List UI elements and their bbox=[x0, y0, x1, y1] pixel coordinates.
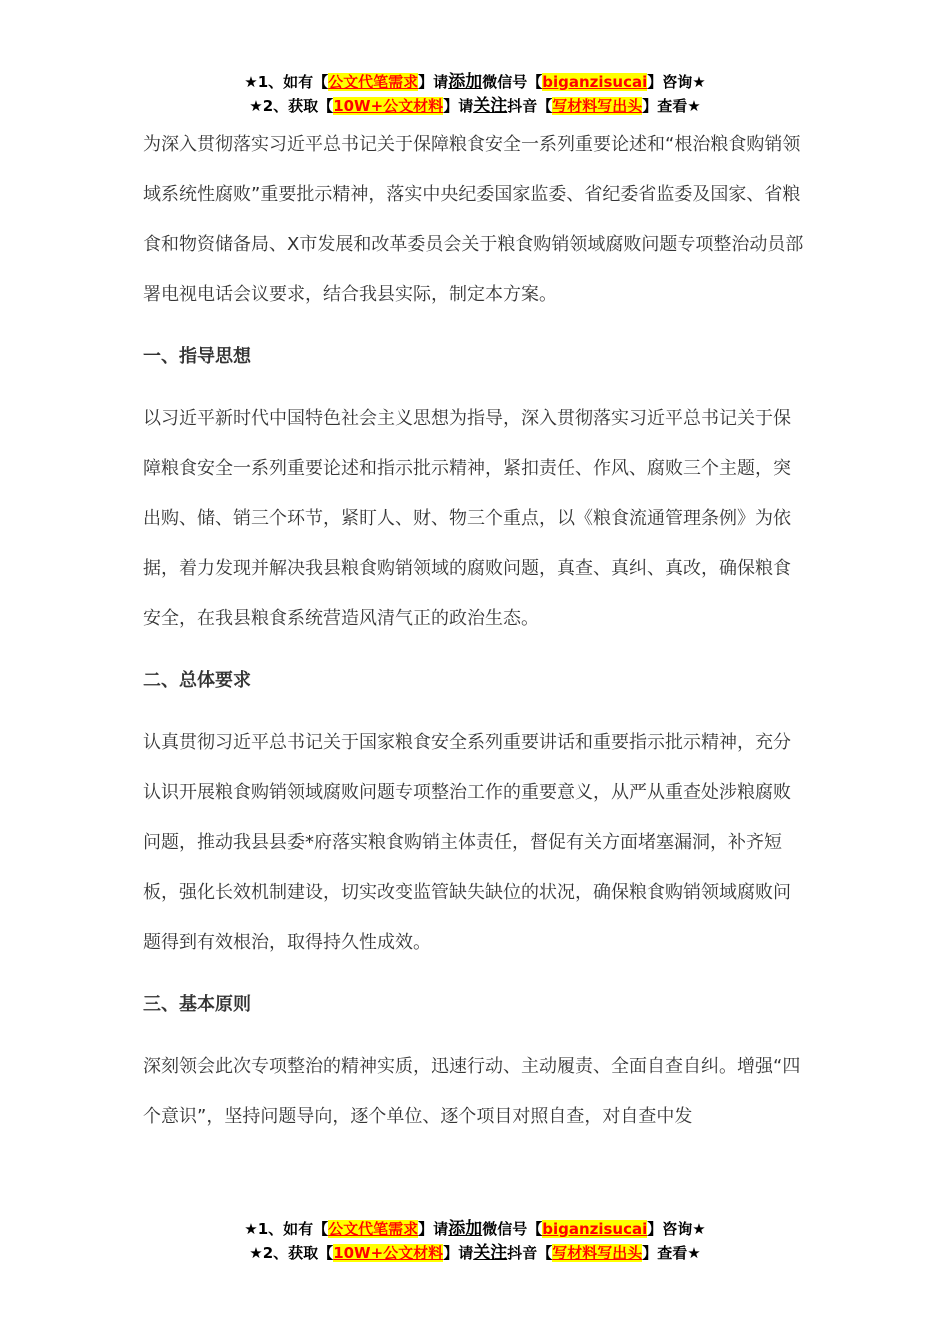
banner-highlight: 10W+公文材料 bbox=[333, 97, 444, 115]
section-heading-guiding-ideology: 一、指导思想 bbox=[143, 346, 251, 367]
banner-text: ★2、获取【 bbox=[249, 97, 334, 115]
intro-paragraph: 为深入贯彻落实习近平总书记关于保障粮食安全一系列重要论述和“根治粮食购销领域系统性腐败”重要批示精神，落实中央纪委国家监委、省纪委省监委及国家、省粮食和物资储备局、X市发展和改革委员会关于粮食购销领域腐败问题专项整治动员部署电视电话会议要求，结合我县实际，制定本方案。 bbox=[143, 134, 804, 305]
banner-text: ★1、如有【 bbox=[244, 73, 329, 91]
section-paragraph-overall-requirements: 认真贯彻习近平总书记关于国家粮食安全系列重要讲话和重要指示批示精神，充分认识开展粮食购销领域腐败问题专项整治工作的重要意义，从严从重查处涉粮腐败问题，推动我县县委*府落实粮食购销主体责任，督促有关方面堵塞漏洞，补齐短板，强化长效机制建设，切实改变监管缺失缺位的状况，确保粮食购销领域腐败问题得到有效根治，取得持久性成效。 bbox=[143, 732, 791, 953]
banner-text: 】查看★ bbox=[642, 1244, 701, 1262]
banner-emphasis: 添加 bbox=[448, 72, 483, 92]
banner-text: ★1、如有【 bbox=[244, 1220, 329, 1238]
banner-text: 】请 bbox=[443, 1244, 474, 1262]
banner-line-1 bbox=[0, 1217, 950, 1241]
banner-text: 】请 bbox=[418, 73, 449, 91]
banner-emphasis: 关注 bbox=[473, 1243, 508, 1263]
section-paragraph-basic-principles: 深刻领会此次专项整治的精神实质，迅速行动、主动履责、全面自查自纠。增强“四个意识”，坚持问题导向，逐个单位、逐个项目对照自查，对自查中发 bbox=[143, 1056, 801, 1127]
banner-highlight: 10W+公文材料 bbox=[333, 1244, 444, 1262]
banner-text: 微信号【 bbox=[482, 1220, 543, 1238]
banner-line-2 bbox=[0, 94, 950, 118]
section-heading-overall-requirements: 二、总体要求 bbox=[143, 670, 251, 691]
banner-text: 微信号【 bbox=[482, 73, 543, 91]
banner-highlight: 写材料写出头 bbox=[552, 97, 643, 115]
banner-emphasis: 关注 bbox=[473, 96, 508, 116]
banner-text: 】请 bbox=[418, 1220, 449, 1238]
banner-text: ★2、获取【 bbox=[249, 1244, 334, 1262]
footer-banner bbox=[0, 1217, 950, 1265]
banner-highlight: 公文代笔需求 bbox=[328, 1220, 419, 1238]
banner-text: 抖音【 bbox=[507, 97, 553, 115]
banner-text: 】请 bbox=[443, 97, 474, 115]
banner-emphasis: 添加 bbox=[448, 1219, 483, 1239]
banner-text: 抖音【 bbox=[507, 1244, 553, 1262]
document-body bbox=[143, 120, 808, 1154]
header-banner bbox=[0, 70, 950, 118]
banner-text: 】咨询★ bbox=[647, 1220, 706, 1238]
banner-line-1 bbox=[0, 70, 950, 94]
banner-highlight: 公文代笔需求 bbox=[328, 73, 419, 91]
banner-text: 】咨询★ bbox=[647, 73, 706, 91]
banner-line-2 bbox=[0, 1241, 950, 1265]
section-heading-basic-principles: 三、基本原则 bbox=[143, 994, 251, 1015]
banner-highlight: 写材料写出头 bbox=[552, 1244, 643, 1262]
banner-highlight: biganzisucai bbox=[542, 73, 648, 91]
banner-highlight: biganzisucai bbox=[542, 1220, 648, 1238]
banner-text: 】查看★ bbox=[642, 97, 701, 115]
section-paragraph-guiding-ideology: 以习近平新时代中国特色社会主义思想为指导，深入贯彻落实习近平总书记关于保障粮食安全一系列重要论述和指示批示精神，紧扣责任、作风、腐败三个主题，突出购、储、销三个环节，紧盯人、财、物三个重点，以《粮食流通管理条例》为依据，着力发现并解决我县粮食购销领域的腐败问题，真查、真纠、真改，确保粮食安全，在我县粮食系统营造风清气正的政治生态。 bbox=[143, 408, 791, 629]
